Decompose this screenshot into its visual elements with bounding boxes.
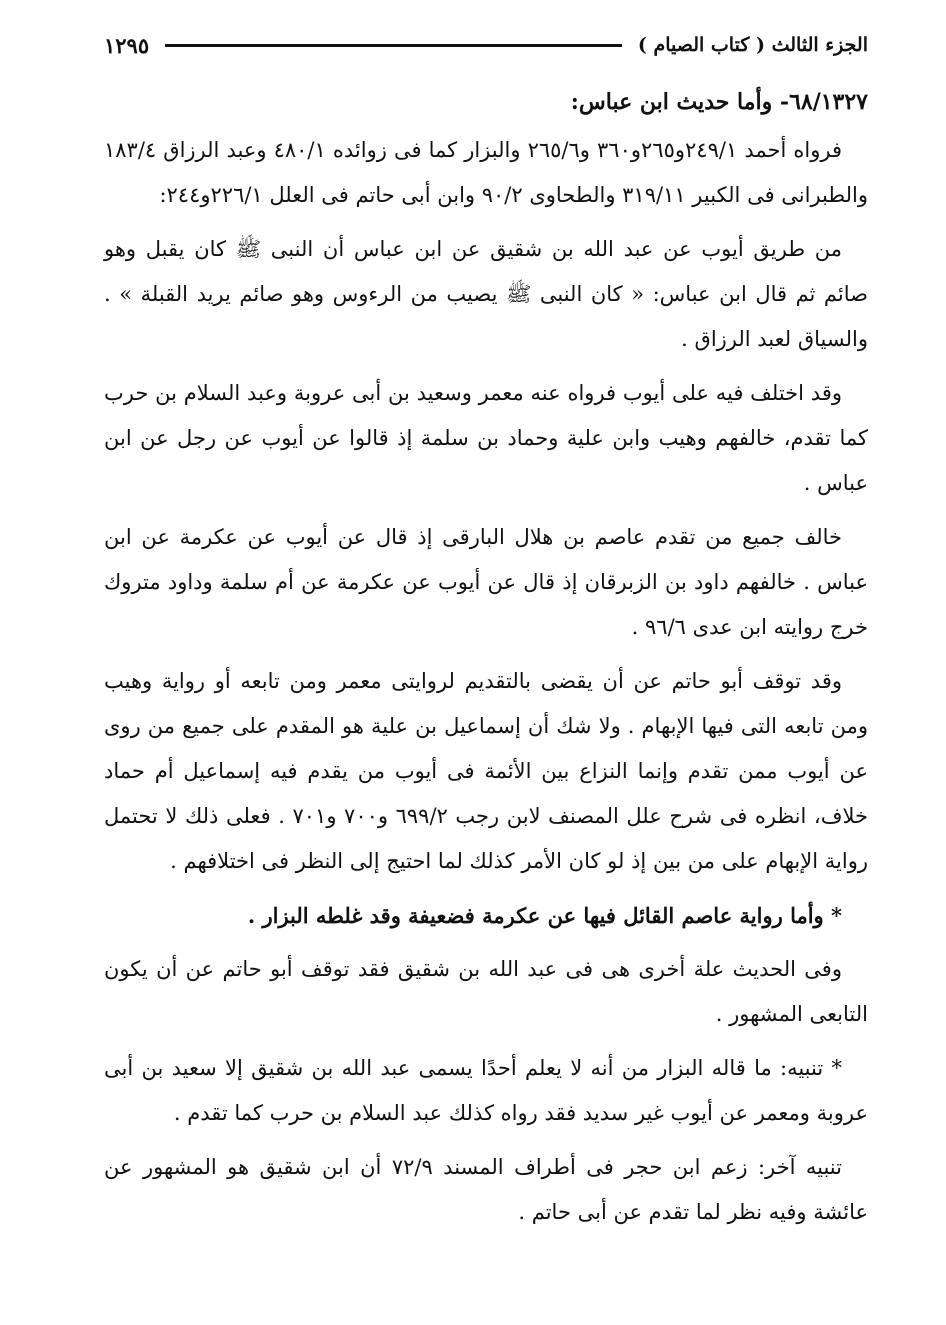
header-rule bbox=[165, 44, 622, 47]
paragraph: وفى الحديث علة أخرى هى فى عبد الله بن شقيق فقد توقف أبو حاتم عن أن يكون التابعى المشهور . bbox=[104, 957, 868, 1026]
paragraph: وقد اختلف فيه على أيوب فرواه عنه معمر وسعيد بن أبى عروبة وعبد السلام بن حرب كما تقدم، خالفهم وهيب وابن علية وحماد بن سلمة إذ قالوا عن أيوب عن رجل عن ابن عباس . bbox=[104, 381, 868, 495]
section-heading: ٦٨/١٣٢٧- وأما حديث ابن عباس: bbox=[570, 89, 868, 115]
paragraph: فرواه أحمد ٢٤٩/١و٢٦٥و٣٦٠ و٢٦٥/٦ والبزار كما فى زوائده ٤٨٠/١ وعبد الرزاق ١٨٣/٤ والطبرانى فى الكبير ٣١٩/١١ والطحاوى ٩٠/٢ وابن أبى حاتم فى العلل ٢٢٦/١و٢٤٤: bbox=[104, 138, 868, 207]
paragraph-tanbih-akhar: تنبيه آخر: زعم ابن حجر فى أطراف المسند ٧٢/٩ أن ابن شقيق هو المشهور عن عائشة وفيه نظر لما تقدم عن أبى حاتم . bbox=[104, 1155, 868, 1224]
running-title: الجزء الثالث ( كتاب الصيام ) bbox=[637, 34, 868, 56]
paragraph-note: * وأما رواية عاصم القائل فيها عن عكرمة فضعيفة وقد غلطه البزار . bbox=[247, 903, 842, 928]
paragraph: خالف جميع من تقدم عاصم بن هلال البارقى إذ قال عن أيوب عن عكرمة عن ابن عباس . خالفهم داود بن الزبرقان إذ قال عن أيوب عن عكرمة عن أم سلمة وداود متروك خرج روايته ابن عدى ٩٦/٦ . bbox=[104, 525, 868, 639]
paragraph-tanbih: * تنبيه: ما قاله البزار من أنه لا يعلم أحدًا يسمى عبد الله بن شقيق إلا سعيد بن أبى عروبة ومعمر عن أيوب غير سديد فقد رواه كذلك عبد السلام بن حرب كما تقدم . bbox=[104, 1056, 868, 1125]
paragraph: وقد توقف أبو حاتم عن أن يقضى بالتقديم لروايتى معمر ومن تابعه أو رواية وهيب ومن تابعه التى فيها الإبهام . ولا شك أن إسماعيل بن علية هو المقدم على جميع من روى عن أيوب ممن تقدم وإنما النزاع بين الأئمة فى أيوب من يقدم فيه إسماعيل أم حماد خلاف، انظره فى شرح علل المصنف لابن رجب ٦٩٩/٢ و٧٠٠ و٧٠١ . فعلى ذلك لا تحتمل رواية الإبهام على من بين إذ لو كان الأمر كذلك لما احتيج إلى النظر فى اختلافهم . bbox=[104, 669, 868, 873]
paragraph: من طريق أيوب عن عبد الله بن شقيق عن ابن عباس أن النبى ﷺ كان يقبل وهو صائم ثم قال ابن عباس: « كان النبى ﷺ يصيب من الرءوس وهو صائم يريد القبلة » . والسياق لعبد الرزاق . bbox=[104, 237, 868, 351]
page-header bbox=[104, 28, 868, 62]
page-number: ١٢٩٥ bbox=[104, 32, 150, 58]
